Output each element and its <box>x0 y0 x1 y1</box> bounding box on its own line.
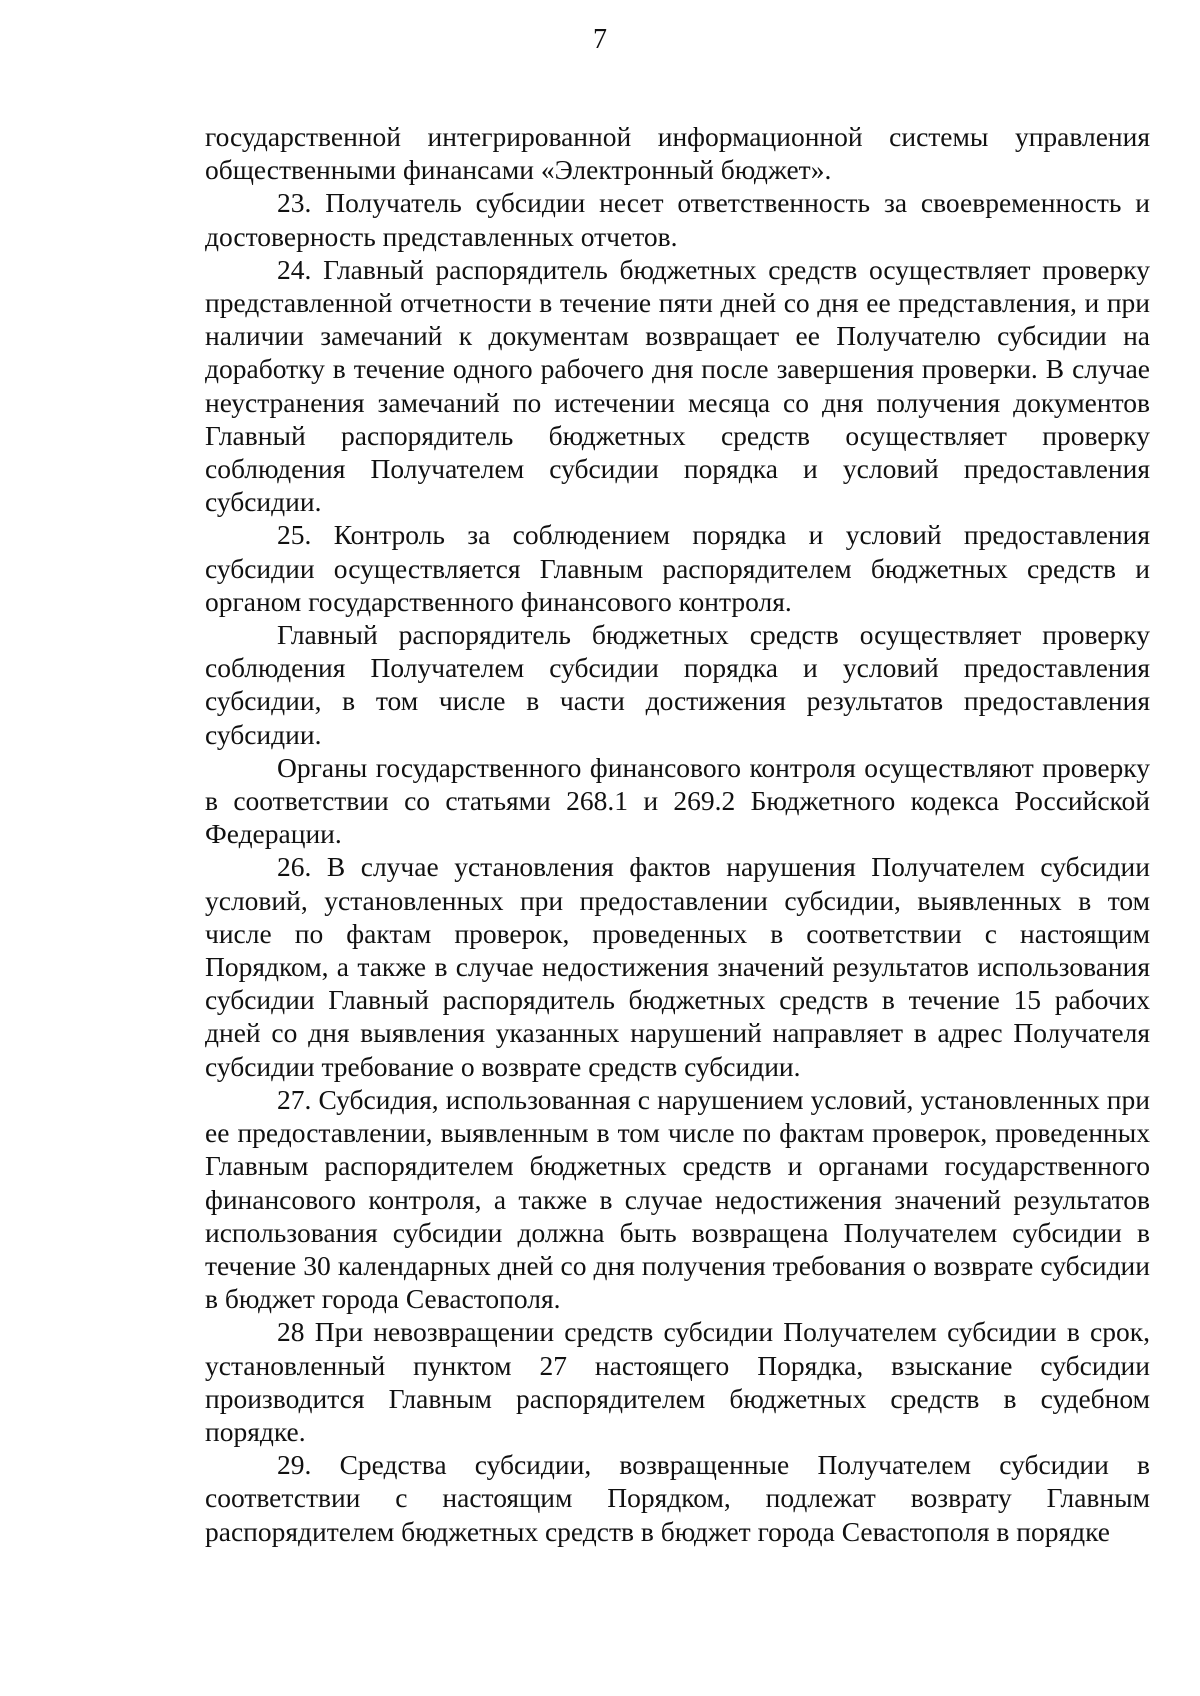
paragraph-continuation: государственной интегрированной информационной системы управления общественными финансами «Электронный бюджет». <box>205 121 1150 186</box>
paragraph-25: 25. Контроль за соблюдением порядка и условий предоставления субсидии осуществляется Главным распорядителем бюджетных средств и органом государственного финансового контроля. <box>205 519 1150 617</box>
paragraph-26: 26. В случае установления фактов нарушения Получателем субсидии условий, установленных при предоставлении субсидии, выявленных в том числе по фактам проверок, проведенных в соответствии с настоящим Порядком, а также в случае недостижения значений результатов использования субсидии Главный распорядитель бюджетных средств в течение 15 рабочих дней со дня выявления указанных нарушений направляет в адрес Получателя субсидии требование о возврате средств субсидии. <box>205 851 1150 1082</box>
paragraph-23: 23. Получатель субсидии несет ответственность за своевременность и достоверность представленных отчетов. <box>205 187 1150 252</box>
paragraph-25-verification: Главный распорядитель бюджетных средств осуществляет проверку соблюдения Получателем субсидии порядка и условий предоставления субсидии, в том числе в части достижения результатов предоставления субсидии. <box>205 619 1150 750</box>
paragraph-28: 28 При невозвращении средств субсидии Получателем субсидии в срок, установленный пунктом 27 настоящего Порядка, взыскание субсидии производится Главным распорядителем бюджетных средств в судебном порядке. <box>205 1316 1150 1447</box>
paragraph-25-control-bodies: Органы государственного финансового контроля осуществляют проверку в соответствии со статьями 268.1 и 269.2 Бюджетного кодекса Российской Федерации. <box>205 751 1150 850</box>
paragraph-27: 27. Субсидия, использованная с нарушением условий, установленных при ее предоставлении, выявленным в том числе по фактам проверок, проведенных Главным распорядителем бюджетных средств и органами государственного финансового контроля, а также в случае недостижения значений результатов использования субсидии должна быть возвращена Получателем субсидии в течение 30 календарных дней со дня получения требования о возврате субсидии в бюджет города Севастополя. <box>205 1083 1150 1315</box>
document-body <box>205 120 1150 1548</box>
page-number: 7 <box>593 24 607 55</box>
paragraph-29: 29. Средства субсидии, возвращенные Получателем субсидии в соответствии с настоящим Порядком, подлежат возврату Главным распорядителем бюджетных средств в бюджет города Севастополя в порядке <box>205 1449 1150 1547</box>
paragraph-24: 24. Главный распорядитель бюджетных средств осуществляет проверку представленной отчетности в течение пяти дней со дня ее представления, и при наличии замечаний к документам возвращает ее Получателю субсидии на доработку в течение одного рабочего дня после завершения проверки. В случае неустранения замечаний по истечении месяца со дня получения документов Главный распорядитель бюджетных средств осуществляет проверку соблюдения Получателем субсидии порядка и условий предоставления субсидии. <box>205 253 1150 518</box>
